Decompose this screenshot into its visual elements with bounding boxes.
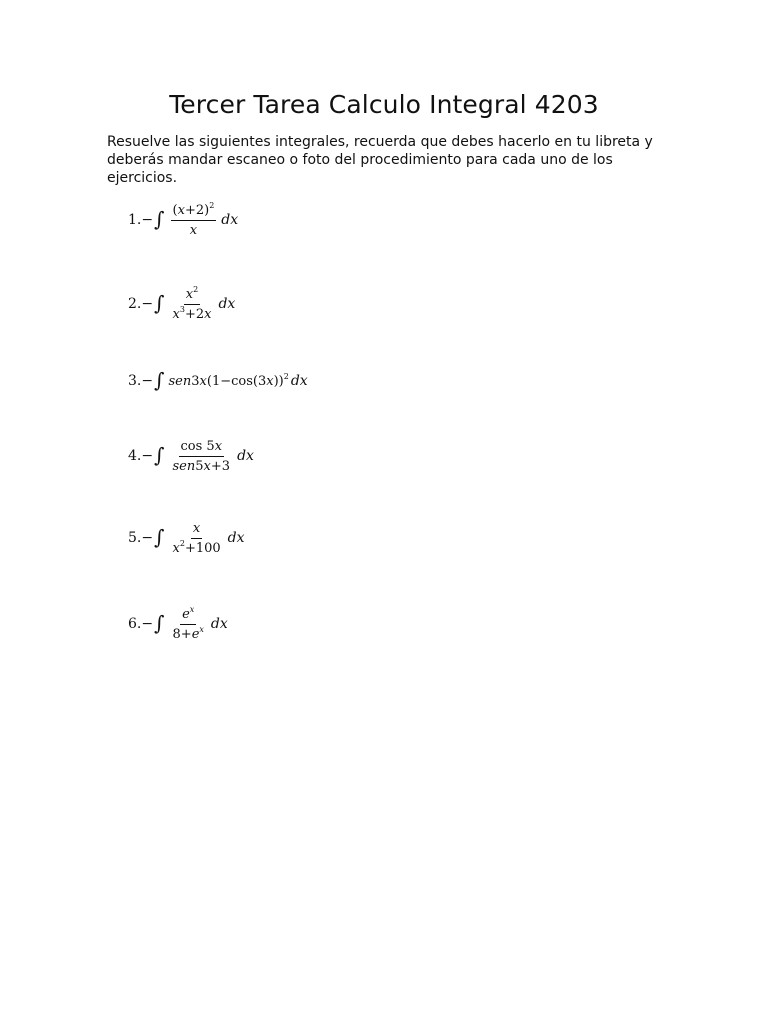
document-title: Tercer Tarea Calculo Integral 4203 <box>169 90 599 119</box>
differential: dx <box>290 373 308 389</box>
denominator: $8+e^x$ <box>172 624 204 642</box>
denominator: $x^3+2x$ <box>172 304 212 322</box>
denominator: sen5x+3 <box>172 458 231 474</box>
exercise-label: 2.− <box>128 296 154 312</box>
denominator: $x^2+100$ <box>172 538 221 556</box>
differential: dx <box>218 296 236 312</box>
exercise-5 <box>128 513 245 563</box>
integral-sign: ∫ <box>154 443 165 467</box>
integral-sign: ∫ <box>154 291 165 315</box>
differential: dx <box>210 616 228 632</box>
integral-sign: ∫ <box>154 525 165 549</box>
fraction <box>171 439 233 474</box>
fraction <box>171 284 214 322</box>
exercise-1 <box>128 195 238 245</box>
numerator: $(x+2)^2$ <box>171 203 217 221</box>
integral-sign: ∫ <box>154 611 165 635</box>
exercise-label: 5.− <box>128 530 154 546</box>
numerator: $x^2$ <box>184 287 200 305</box>
numerator: x <box>191 521 202 539</box>
denominator: x <box>189 222 198 238</box>
integral-sign: ∫ <box>154 207 165 231</box>
exercise-label: 4.− <box>128 448 154 464</box>
instructions-text: Resuelve las siguientes integrales, recuerda que debes hacerlo en tu libreta y deberás mandar escaneo o foto del procedimiento para cada uno de los ejercicios. <box>107 134 653 186</box>
differential: dx <box>237 448 254 464</box>
exercise-label: 3.− <box>128 373 154 389</box>
exercise-6 <box>128 599 228 649</box>
exercise-4 <box>128 431 254 481</box>
exercise-3 <box>128 356 308 406</box>
exercise-label: 6.− <box>128 616 154 632</box>
integrand: $sen3x(1-\cos(3x))^2$ <box>168 371 289 389</box>
differential: dx <box>227 530 245 546</box>
numerator: cos 5x <box>179 439 225 457</box>
exercise-label: 1.− <box>128 212 154 228</box>
integral-sign: ∫ <box>154 368 165 392</box>
fraction <box>171 604 206 642</box>
fraction <box>171 521 223 556</box>
exercise-2 <box>128 279 235 329</box>
numerator: $e^x$ <box>180 607 196 625</box>
fraction <box>171 200 217 238</box>
differential: dx <box>221 212 239 228</box>
